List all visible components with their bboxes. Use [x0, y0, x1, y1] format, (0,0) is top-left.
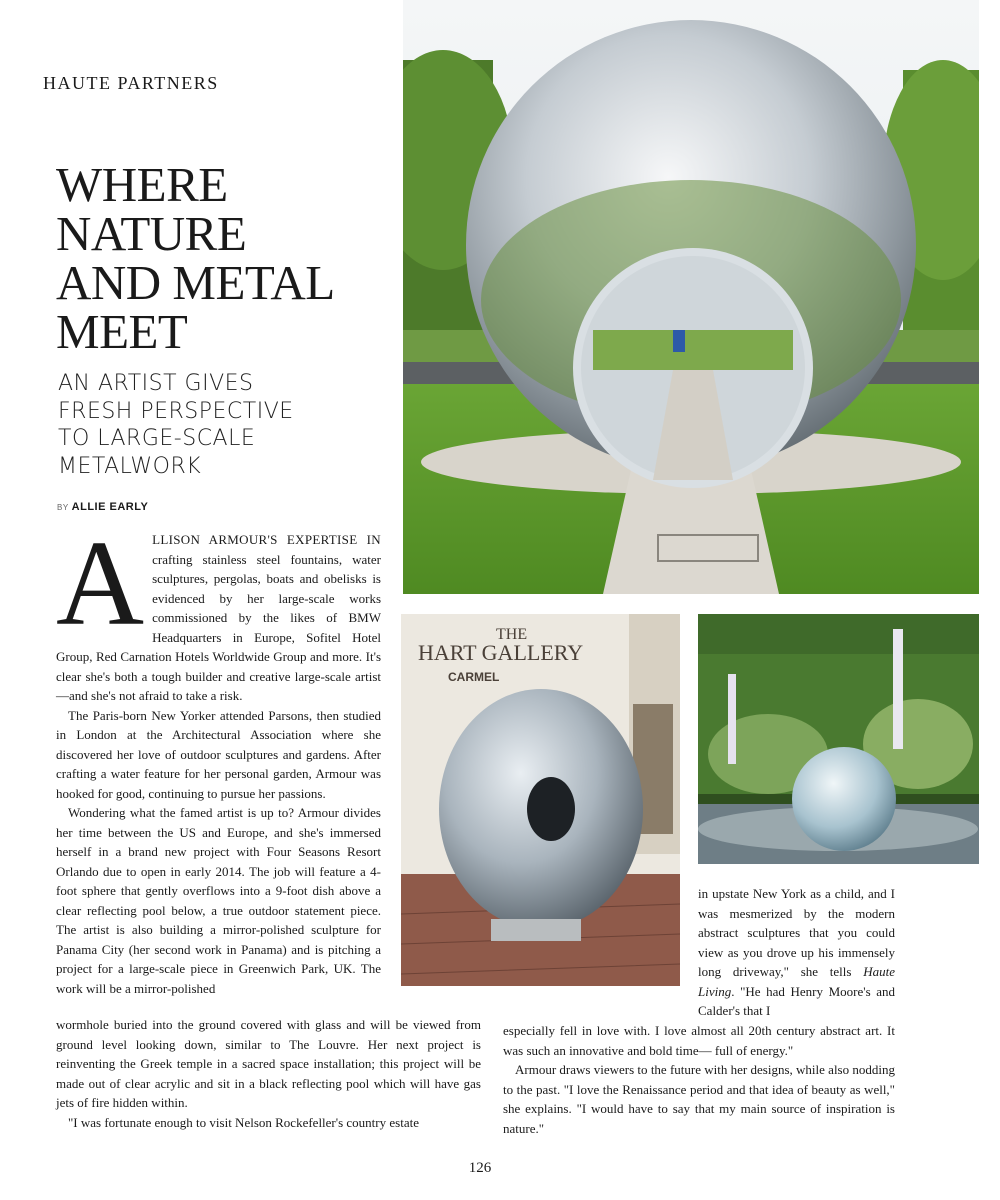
- article-column-right-top: [698, 884, 895, 1021]
- article-column-left-wide: [56, 1015, 481, 1132]
- article-column-left: [56, 516, 381, 998]
- gallery-sign-line: CARMEL: [448, 670, 500, 684]
- lead-text: crafting stainless steel fountains, water sculptures, pergolas, boats and obelisks is evidenced by her large-scale works commissioned by the likes of BMW Headquarters in Europe, Sofitel Hotel Group, Red Carnation Hotels Worldwide Group and more. It's clear she's both a tough builder and creative large-scale artist—and she's not afraid to take a risk.: [56, 551, 381, 703]
- gallery-sign: [418, 626, 598, 684]
- byline: [57, 501, 148, 513]
- article-paragraph: The Paris-born New Yorker attended Parsons, then studied in London at the Architectural Association where she discovered her love of outdoor sculptures and gardens. After crafting a water feature for her personal garden, Armour was hooked for good, continuing to pursue her passions.: [56, 707, 381, 801]
- headline-line: NATURE: [56, 206, 247, 261]
- headline-line: AND METAL: [56, 255, 335, 310]
- subhead-line: TO LARGE-SCALE: [58, 426, 256, 451]
- author-name: ALLIE EARLY: [71, 501, 149, 513]
- quote-text: . "He had Henry Moore's and Calder's that I: [698, 983, 895, 1018]
- article-paragraph: Armour draws viewers to the future with her designs, while also nodding to the past. "I love the Renaissance period and that idea of beauty as well," she explains. "I would have to say that my main source of inspiration is nature.": [503, 1062, 895, 1136]
- garden-photo-sphere-fountain: [698, 614, 979, 864]
- byline-prefix: BY: [57, 503, 69, 512]
- headline: [56, 157, 396, 359]
- lead-smallcaps: LLISON ARMOUR'S EXPERTISE IN: [152, 532, 381, 547]
- page-number: 126: [468, 1160, 492, 1176]
- section-label: HAUTE PARTNERS: [43, 73, 219, 93]
- gallery-sign-line: HART GALLERY: [418, 640, 584, 665]
- subhead-line: AN ARTIST GIVES: [58, 371, 254, 396]
- article-paragraph-continued: [698, 884, 895, 1021]
- subhead-line: METALWORK: [58, 453, 202, 479]
- drop-cap: A: [56, 516, 145, 651]
- hero-photo-ring-sculpture: [403, 0, 979, 594]
- headline-line: MEET: [56, 304, 188, 359]
- article-paragraph-continued: wormhole buried into the ground covered with glass and will be viewed from ground level looking down, similar to The Louvre. Her next project is reinventing the Greek temple in a sacred space installation; this project will be made out of clear acrylic and sit in a black reflecting pool which will have gas jets of fire hidden within.: [56, 1017, 481, 1110]
- article-column-right-bottom: [503, 1021, 895, 1138]
- headline-line: WHERE: [56, 157, 228, 212]
- article-paragraph-continued: especially fell in love with. I love almost all 20th century abstract art. It was such an innovative and bold time— full of energy.": [503, 1023, 895, 1058]
- publication-name: Haute Living: [698, 964, 896, 999]
- article-paragraph: Wondering what the famed artist is up to? Armour divides her time between the US and Europe, and she's immersed herself in a brand new project with Four Seasons Resort Orlando due to open in early 2014. The job will feature a 4-foot sphere that gently overflows into a 9-foot dish above a clear reflecting pool below, a true outdoor statement piece. The artist is also building a mirror-polished sculpture for Panama City (her second work in Panama) and is pitching a project for a large-scale piece in Greenwich Park, UK. The work will be a mirror-polished: [56, 805, 381, 996]
- gallery-sign-line: THE: [496, 626, 528, 643]
- quote-text: in upstate New York as a child, and I was mesmerized by the modern abstract sculptures that you could view as you drove up his immensely long driveway," she tells: [698, 886, 895, 979]
- subhead-line: FRESH PERSPECTIVE: [58, 398, 294, 424]
- subheadline: [58, 370, 388, 480]
- article-paragraph: "I was fortunate enough to visit Nelson Rockefeller's country estate: [68, 1114, 419, 1130]
